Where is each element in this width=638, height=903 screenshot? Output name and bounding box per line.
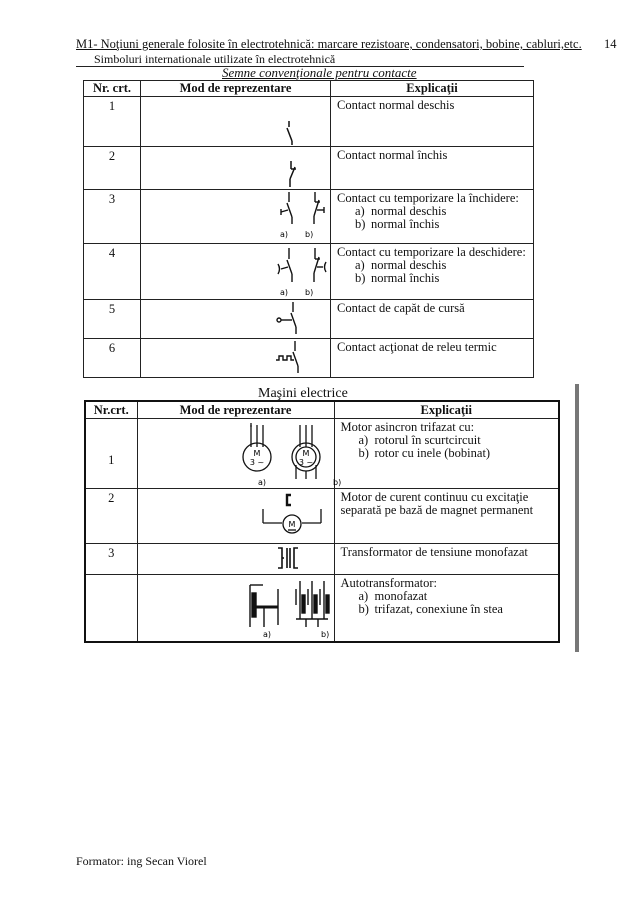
dc-motor-icon <box>138 489 335 543</box>
list-item <box>355 603 555 616</box>
row-number: 2 <box>85 489 137 544</box>
contacts-table <box>83 80 534 378</box>
explanation-cell <box>331 147 534 190</box>
column-header-explanation: Explicaţii <box>331 81 534 97</box>
table-row <box>84 339 534 378</box>
explanation-cell <box>334 544 559 575</box>
item-letter: a) <box>355 258 365 272</box>
item-text: rotor cu inele (bobinat) <box>374 446 491 460</box>
symbol-cell <box>137 489 334 544</box>
explanation-text: Contact normal deschis <box>337 98 455 112</box>
nc-contact-icon <box>141 147 331 189</box>
symbol-cell <box>137 419 341 489</box>
motor-label: M <box>288 520 295 529</box>
row-number: 4 <box>84 244 141 300</box>
sub-label-b: b) <box>305 230 314 239</box>
machines-table-title: Maşini electrice <box>258 386 348 401</box>
symbol-cell <box>141 339 331 378</box>
item-letter: b) <box>358 446 369 460</box>
sub-label-b: b) <box>320 630 329 639</box>
symbol-cell <box>137 544 334 575</box>
explanation-text: Contact cu temporizare la deschidere: <box>337 245 526 259</box>
item-text: monofazat <box>374 589 428 603</box>
sub-list <box>337 259 529 285</box>
table-row <box>84 300 534 339</box>
item-letter: b) <box>358 602 369 616</box>
sub-label-a: a) <box>257 478 266 487</box>
explanation-text: Autotransformator: <box>340 576 438 590</box>
explanation-cell <box>331 244 534 300</box>
item-letter: a) <box>355 204 365 218</box>
sub-label-a: a) <box>280 230 289 239</box>
explanation-text: Contact acţionat de releu termic <box>337 340 497 354</box>
list-item <box>355 447 555 460</box>
symbol-cell <box>141 300 331 339</box>
item-letter: a) <box>358 433 369 447</box>
explanation-text: Contact cu temporizare la închidere: <box>337 191 519 205</box>
explanation-cell <box>331 300 534 339</box>
explanation-cell <box>334 489 559 544</box>
row-number: 5 <box>84 300 141 339</box>
row-number: 6 <box>84 339 141 378</box>
sub-list <box>337 205 529 231</box>
column-header-explanation: Explicaţii <box>334 401 559 419</box>
page-number: 14 <box>604 37 617 51</box>
on-delay-contact-icon <box>141 190 331 243</box>
symbol-cell <box>141 147 331 190</box>
item-letter: a) <box>358 589 369 603</box>
explanation-text: Transformator de tensiune monofazat <box>340 545 528 559</box>
table-row <box>85 489 559 544</box>
list-item <box>351 272 529 285</box>
column-header-representation: Mod de reprezentare <box>137 401 334 419</box>
table-row <box>85 419 559 489</box>
symbol-cell <box>141 190 331 244</box>
table-row <box>84 190 534 244</box>
column-header-nr: Nr. crt. <box>84 81 141 97</box>
row-number: 2 <box>84 147 141 190</box>
explanation-text: Contact normal închis <box>337 148 448 162</box>
list-item <box>351 218 529 231</box>
column-header-representation: Mod de reprezentare <box>141 81 331 97</box>
sub-label-a: a) <box>262 630 271 639</box>
explanation-cell <box>331 190 534 244</box>
table-header-row <box>84 81 534 97</box>
sub-label-a: a) <box>280 288 289 297</box>
item-text: normal deschis <box>371 258 447 272</box>
table-header-row <box>85 401 559 419</box>
symbol-cell <box>141 244 331 300</box>
async-motor-icon <box>138 419 341 488</box>
explanation-cell <box>331 97 534 147</box>
explanation-text: Motor asincron trifazat cu: <box>340 420 475 434</box>
motor-a-label-bottom: 3 ~ <box>249 458 264 467</box>
row-number: 3 <box>84 190 141 244</box>
autotransformer-icon <box>138 575 335 641</box>
contacts-table-title: Semne convenţionale pentru contacte <box>222 65 417 80</box>
item-text: rotorul în scurtcircuit <box>374 433 481 447</box>
header-title: M1- Noţiuni generale folosite în electrotehnică: marcare rezistoare, condensatori, bobine, cabluri,etc. <box>76 37 582 51</box>
item-letter: b) <box>355 217 366 231</box>
page-edge-bar <box>575 384 579 652</box>
row-number <box>85 575 137 643</box>
table-row <box>84 244 534 300</box>
sub-label-b: b) <box>305 288 314 297</box>
thermal-relay-contact-icon <box>141 339 331 377</box>
explanation-cell <box>331 339 534 378</box>
explanation-text: Motor de curent continuu cu excitaţie separată pe bază de magnet permanent <box>340 490 534 517</box>
explanation-cell <box>334 419 559 489</box>
table-row <box>84 97 534 147</box>
motor-b-label-top: M <box>302 449 309 458</box>
symbol-cell <box>137 575 334 643</box>
sub-list <box>341 434 555 460</box>
header-subtitle: Simboluri internationale utilizate în electrotehnică <box>94 52 336 66</box>
item-text: normal închis <box>371 271 440 285</box>
table-row <box>85 575 559 643</box>
transformer-icon <box>138 544 335 574</box>
motor-b-label-bottom: 3 ~ <box>298 458 313 467</box>
table-row <box>84 147 534 190</box>
row-number: 3 <box>85 544 137 575</box>
sub-label-b: b) <box>332 478 341 487</box>
symbol-cell <box>141 97 331 147</box>
motor-a-label-top: M <box>253 449 260 458</box>
explanation-text: Contact de capăt de cursă <box>337 301 465 315</box>
item-letter: b) <box>355 271 366 285</box>
off-delay-contact-icon <box>141 244 331 299</box>
row-number: 1 <box>84 97 141 147</box>
machines-table <box>84 400 560 643</box>
explanation-cell <box>334 575 559 643</box>
limit-switch-icon <box>141 300 331 338</box>
item-text: normal deschis <box>371 204 447 218</box>
item-text: normal închis <box>371 217 440 231</box>
page-footer: Formator: ing Secan Viorel <box>76 854 207 868</box>
page-header <box>76 37 582 52</box>
sub-list <box>341 590 555 616</box>
row-number: 1 <box>85 419 137 489</box>
table-row <box>85 544 559 575</box>
column-header-nr: Nr.crt. <box>85 401 137 419</box>
item-text: trifazat, conexiune în stea <box>374 602 503 616</box>
no-contact-icon <box>141 97 331 146</box>
